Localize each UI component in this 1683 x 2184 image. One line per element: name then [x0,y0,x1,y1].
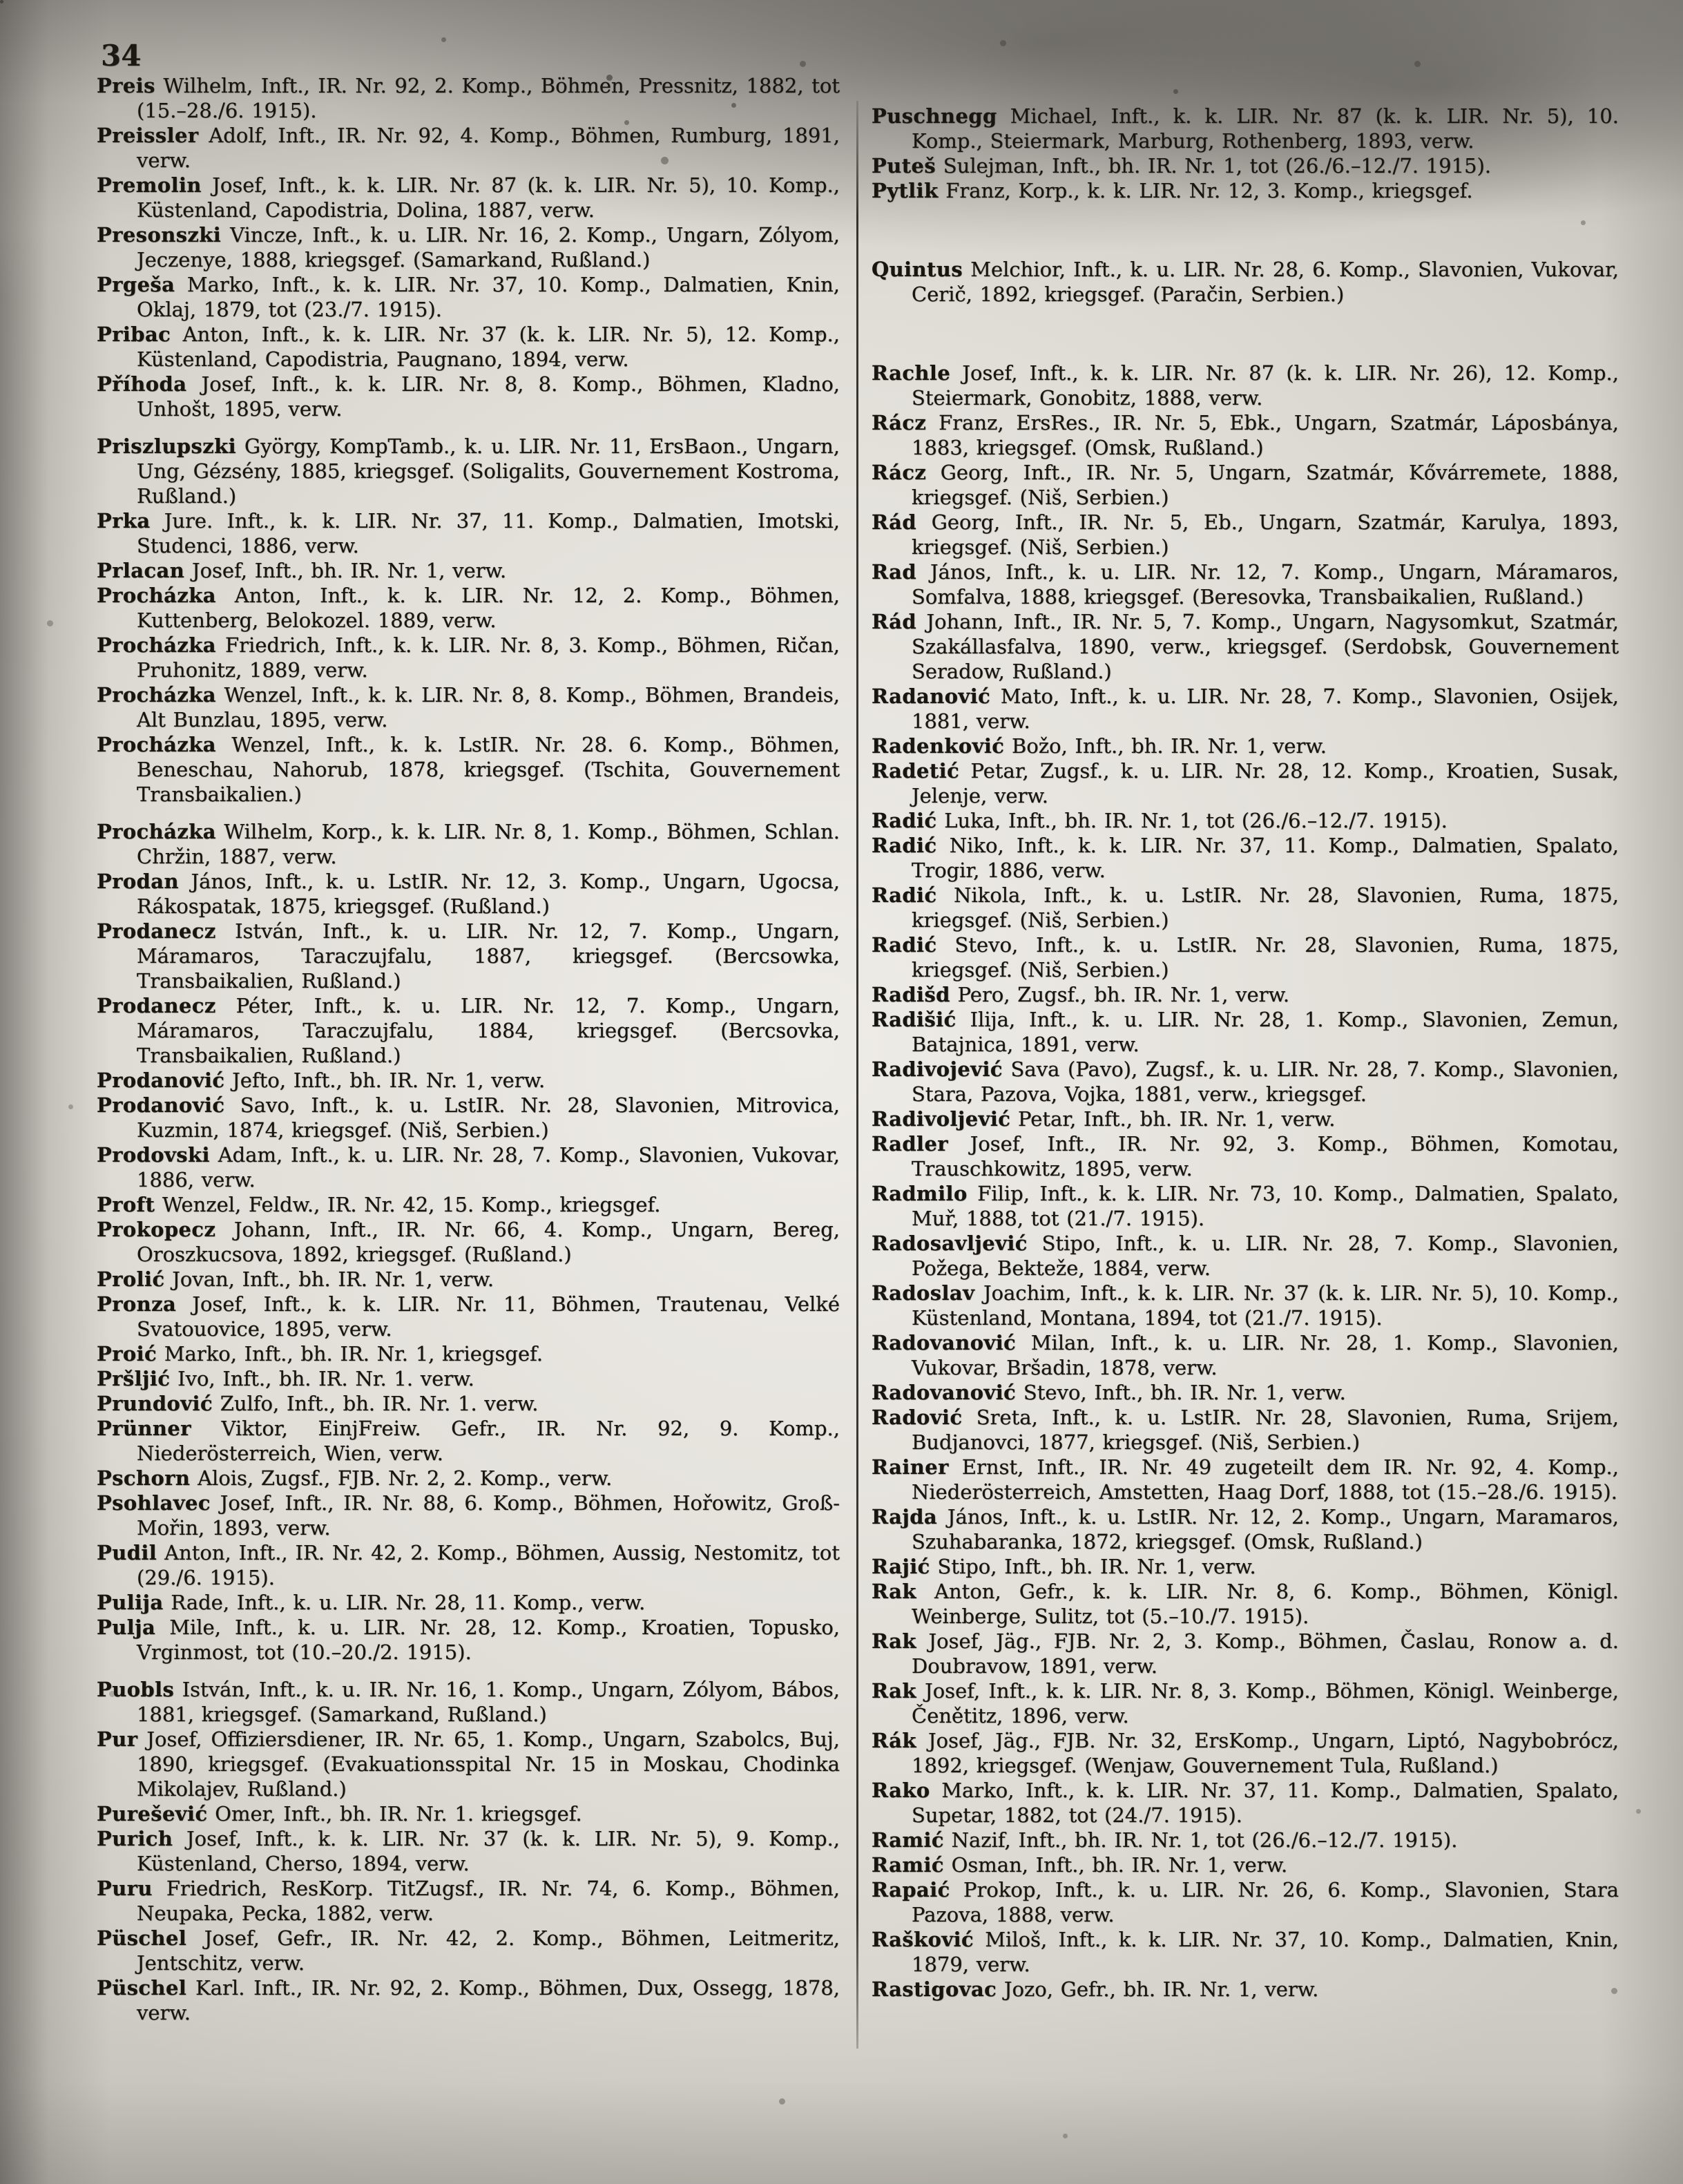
casualty-entry [97,1876,840,1926]
casualty-entry [872,808,1619,833]
entry-surname: Rainer [872,1455,949,1479]
entry-text: Petar, Zugsf., k. u. LIR. Nr. 28, 12. Komp., Kroatien, Susak, Jelenje, verw. [912,759,1619,807]
entry-surname: Rácz [872,461,927,484]
casualty-entry [97,1540,840,1590]
entry-surname: Rád [872,510,917,534]
entry-surname: Rako [872,1779,930,1802]
entry-surname: Prodanović [97,1069,225,1092]
entry-surname: Prolić [97,1267,165,1291]
entry-surname: Prgeša [97,273,175,296]
casualty-entry [872,1977,1619,2002]
entry-text: Stevo, Inft., bh. IR. Nr. 1, verw. [1016,1381,1346,1404]
entry-text: Wilhelm, Inft., IR. Nr. 92, 2. Komp., Böhmen, Pressnitz, 1882, tot (15.–28./6. 1915). [137,74,840,122]
entry-surname: Rad [872,560,917,584]
entry-text: Johann, Inft., IR. Nr. 66, 4. Komp., Ungarn, Bereg, Oroszkucsova, 1892, kriegsgef. (Rußland.) [137,1218,840,1266]
entry-surname: Radišd [872,983,950,1006]
casualty-entry [872,883,1619,932]
casualty-entry [872,460,1619,510]
entry-surname: Radić [872,933,937,957]
casualty-entry [872,1927,1619,1977]
entry-surname: Radosavljević [872,1232,1028,1255]
entry-surname: Rašković [872,1928,974,1951]
casualty-entry [872,361,1619,410]
casualty-entry [97,1926,840,1975]
entry-surname: Rajić [872,1555,930,1578]
casualty-entry [872,1504,1619,1554]
entry-surname: Ramić [872,1828,944,1852]
entry-surname: Radišić [872,1008,956,1031]
entry-surname: Prodanecz [97,919,216,943]
casualty-entry [872,257,1619,307]
entry-surname: Proić [97,1342,157,1366]
casualty-entry [97,819,840,869]
casualty-entry [872,1455,1619,1504]
entry-surname: Prka [97,509,151,533]
entry-text: Josef, Inft., k. k. LIR. Nr. 37 (k. k. LIR. Nr. 5), 9. Komp., Küstenland, Cherso, 1894, verw. [137,1827,840,1875]
entry-text: György, KompTamb., k. u. LIR. Nr. 11, ErsBaon., Ungarn, Ung, Gézsény, 1885, kriegsgef. (Soligalits, Gouvernement Kostroma, Rußland.) [137,434,840,508]
entry-text: Rade, Inft., k. u. LIR. Nr. 28, 11. Komp., verw. [163,1591,646,1614]
entry-surname: Prünner [97,1417,191,1440]
right-column [872,104,1619,2002]
casualty-entry [97,1727,840,1801]
entry-text: István, Inft., k. u. LIR. Nr. 12, 7. Komp., Ungarn, Máramaros, Taraczujfalu, 1887, kriegsgef. (Bercsowka, Transbaikalien, Rußland.) [137,919,840,993]
entry-surname: Püschel [97,1926,187,1950]
entry-text: Osman, Inft., bh. IR. Nr. 1, verw. [943,1853,1288,1877]
entry-text: Stipo, Inft., k. u. LIR. Nr. 28, 7. Komp., Slavonien, Požega, Bekteže, 1884, verw. [912,1232,1619,1280]
entry-text: Franz, Korp., k. k. LIR. Nr. 12, 3. Komp., kriegsgef. [938,179,1473,202]
casualty-entry [872,1728,1619,1778]
entry-text: Miloš, Inft., k. k. LIR. Nr. 37, 10. Komp., Dalmatien, Knin, 1879, verw. [912,1928,1619,1976]
entry-surname: Prodovski [97,1143,210,1167]
casualty-entry [97,583,840,633]
casualty-entry [872,1852,1619,1877]
entry-text: Michael, Inft., k. k. LIR. Nr. 87 (k. k. LIR. Nr. 5), 10. Komp., Steiermark, Marburg, Rothenberg, 1893, verw. [912,104,1619,153]
casualty-entry [872,833,1619,883]
entry-surname: Příhoda [97,372,187,396]
entry-surname: Rachle [872,361,951,385]
casualty-entry [872,982,1619,1007]
casualty-entry [97,633,840,682]
casualty-entry [872,1629,1619,1678]
casualty-entry [872,1131,1619,1181]
casualty-entry [97,1267,840,1292]
casualty-entry [97,1093,840,1142]
casualty-entry [97,222,840,272]
casualty-entry [97,123,840,173]
entry-text: Pero, Zugsf., bh. IR. Nr. 1, verw. [950,983,1290,1006]
entry-surname: Ramić [872,1853,944,1877]
casualty-entry [97,732,840,807]
entry-text: Luka, Inft., bh. IR. Nr. 1, tot (26./6.–12./7. 1915). [936,809,1448,832]
entry-text: István, Inft., k. u. IR. Nr. 16, 1. Komp., Ungarn, Zólyom, Bábos, 1881, kriegsgef. (Samarkand, Rußland.) [137,1678,840,1726]
entry-text: János, Inft., k. u. LstIR. Nr. 12, 2. Komp., Ungarn, Maramaros, Szuhabaranka, 1872, kriegsgef. (Omsk, Rußland.) [912,1505,1619,1553]
casualty-entry [872,104,1619,153]
casualty-entry [872,734,1619,758]
casualty-entry [872,1877,1619,1927]
casualty-entry [872,178,1619,203]
entry-surname: Püschel [97,1976,187,2000]
casualty-entry [872,1181,1619,1231]
entry-surname: Pribac [97,323,171,346]
entry-text: Joachim, Inft., k. k. LIR. Nr. 37 (k. k. LIR. Nr. 5), 10. Komp., Küstenland, Montana, 1894, tot (21./7. 1915). [912,1281,1619,1330]
entry-text: Niko, Inft., k. k. LIR. Nr. 37, 11. Komp., Dalmatien, Spalato, Trogir, 1886, verw. [912,834,1619,882]
entry-text: Josef, Jäg., FJB. Nr. 32, ErsKomp., Ungarn, Liptó, Nagybobrócz, 1892, kriegsgef. (Wenjaw, Gouvernement Tula, Rußland.) [912,1729,1619,1777]
entry-surname: Prundović [97,1392,213,1415]
entry-text: Anton, Inft., IR. Nr. 42, 2. Komp., Böhmen, Aussig, Nestomitz, tot (29./6. 1915). [137,1541,840,1589]
casualty-entry [872,1330,1619,1380]
casualty-entry [872,153,1619,178]
casualty-entry [872,1007,1619,1057]
casualty-entry [872,1579,1619,1629]
entry-text: Josef, Inft., k. k. LIR. Nr. 87 (k. k. LIR. Nr. 5), 10. Komp., Küstenland, Capodistria, Dolina, 1887, verw. [137,173,840,222]
casualty-entry [97,1341,840,1366]
entry-text: Nikola, Inft., k. u. LstIR. Nr. 28, Slavonien, Ruma, 1875, kriegsgef. (Niš, Serbien.) [912,883,1619,932]
entry-text: Josef, Inft., bh. IR. Nr. 1, verw. [184,559,507,582]
casualty-entry [97,1142,840,1192]
casualty-entry [97,1292,840,1341]
entry-text: Mato, Inft., k. u. LIR. Nr. 28, 7. Komp., Slavonien, Osijek, 1881, verw. [912,684,1619,733]
left-column [97,73,840,2025]
entry-text: Josef, Inft., IR. Nr. 92, 3. Komp., Böhmen, Komotau, Trauschkowitz, 1895, verw. [912,1132,1619,1180]
entry-surname: Premolin [97,173,202,197]
entry-surname: Radovanović [872,1331,1017,1354]
entry-text: Savo, Inft., k. u. LstIR. Nr. 28, Slavonien, Mitrovica, Kuzmin, 1874, kriegsgef. (Niš, Serbien.) [137,1093,840,1142]
casualty-entry [872,1057,1619,1107]
entry-surname: Puru [97,1877,153,1900]
entry-text: Zulfo, Inft., bh. IR. Nr. 1. verw. [213,1392,539,1415]
entry-text: Ernst, Inft., IR. Nr. 49 zugeteilt dem IR. Nr. 92, 4. Komp., Niederösterreich, Amstetten, Haag Dorf, 1888, tot (15.–28./6. 1915). [912,1455,1619,1504]
casualty-entry [97,1826,840,1876]
entry-text: Viktor, EinjFreiw. Gefr., IR. Nr. 92, 9. Komp., Niederösterreich, Wien, verw. [137,1417,840,1465]
entry-surname: Radetić [872,759,960,783]
entry-text: Josef, Inft., k. k. LIR. Nr. 8, 3. Komp., Böhmen, Königl. Weinberge, Čenětitz, 1896, verw. [912,1679,1619,1727]
entry-surname: Procházka [97,683,216,707]
entry-text: Alois, Zugsf., FJB. Nr. 2, 2. Komp., verw. [190,1466,613,1490]
entry-surname: Radanović [872,684,991,708]
casualty-entry [872,609,1619,684]
entry-text: Sreta, Inft., k. u. LstIR. Nr. 28, Slavonien, Ruma, Srijem, Budjanovci, 1877, kriegsgef. (Niš, Serbien.) [912,1406,1619,1454]
entry-text: Josef, Inft., IR. Nr. 88, 6. Komp., Böhmen, Hořowitz, Groß-Mořin, 1893, verw. [137,1491,840,1540]
casualty-entry [97,1677,840,1727]
entry-text: Sulejman, Inft., bh. IR. Nr. 1, tot (26./6.–12./7. 1915). [936,154,1492,178]
casualty-entry [97,1416,840,1466]
entry-text: Prokop, Inft., k. u. LIR. Nr. 26, 6. Komp., Slavonien, Stara Pazova, 1888, verw. [912,1878,1619,1926]
casualty-entry [872,1107,1619,1131]
entry-surname: Quintus [872,258,963,281]
entry-surname: Rastigovac [872,1977,997,2001]
entry-surname: Radoslav [872,1281,975,1305]
entry-surname: Radović [872,1406,963,1429]
entry-text: Anton, Gefr., k. k. LIR. Nr. 8, 6. Komp., Böhmen, Königl. Weinberge, Sulitz, tot (5.–10./7. 1915). [912,1580,1619,1628]
entry-surname: Puteš [872,154,936,178]
entry-surname: Prodanecz [97,994,216,1017]
casualty-entry [97,1192,840,1217]
entry-text: Wenzel, Inft., k. k. LIR. Nr. 8, 8. Komp., Böhmen, Brandeis, Alt Bunzlau, 1895, verw. [137,683,840,731]
entry-surname: Procházka [97,584,216,607]
casualty-entry [97,508,840,558]
casualty-entry [97,682,840,732]
casualty-entry [872,932,1619,982]
entry-surname: Prodan [97,870,179,893]
entry-text: Ilija, Inft., k. u. LIR. Nr. 28, 1. Komp., Slavonien, Zemun, Batajnica, 1891, verw. [912,1008,1619,1056]
entry-text: Filip, Inft., k. k. LIR. Nr. 73, 10. Komp., Dalmatien, Spalato, Muř, 1888, tot (21./7. 1915). [912,1182,1619,1230]
casualty-entry [97,272,840,322]
entry-surname: Procházka [97,733,216,756]
entry-surname: Pulija [97,1591,164,1614]
entry-surname: Pudil [97,1541,157,1564]
entry-text: Wilhelm, Korp., k. k. LIR. Nr. 8, 1. Komp., Böhmen, Schlan. Chržin, 1887, verw. [137,820,840,868]
entry-text: Adam, Inft., k. u. LIR. Nr. 28, 7. Komp., Slavonien, Vukovar, 1886, verw. [137,1143,840,1191]
casualty-entry [872,1554,1619,1579]
entry-surname: Rácz [872,411,927,434]
entry-text: Jozo, Gefr., bh. IR. Nr. 1, verw. [997,1977,1319,2001]
entry-surname: Priszlupszki [97,434,236,458]
casualty-entry [97,993,840,1068]
entry-surname: Radler [872,1132,948,1156]
entry-text: János, Inft., k. u. LIR. Nr. 12, 7. Komp., Ungarn, Máramaros, Somfalva, 1888, kriegsgef. (Beresovka, Transbaikalien, Rußland.) [912,560,1619,609]
entry-surname: Pytlik [872,179,939,202]
casualty-entry [97,1801,840,1826]
entry-text: Vincze, Inft., k. u. LIR. Nr. 16, 2. Komp., Ungarn, Zólyom, Jeczenye, 1888, kriegsgef. (Samarkand, Rußland.) [137,223,840,271]
entry-text: Péter, Inft., k. u. LIR. Nr. 12, 7. Komp., Ungarn, Máramaros, Taraczujfalu, 1884, kriegsgef. (Bercsovka, Transbaikalien, Rußland.) [137,994,840,1067]
entry-surname: Puschnegg [872,104,997,128]
entry-text: Marko, Inft., bh. IR. Nr. 1, kriegsgef. [157,1342,544,1366]
casualty-entry [97,1217,840,1267]
entry-surname: Radivojević [872,1057,1003,1081]
casualty-entry [872,1380,1619,1405]
entry-surname: Rak [872,1629,916,1653]
casualty-entry [872,1778,1619,1828]
scan-noise-specks [0,0,3,3]
casualty-entry [97,1975,840,2025]
entry-text: Anton, Inft., k. k. LIR. Nr. 12, 2. Komp., Böhmen, Kuttenberg, Belokozel. 1889, verw. [137,584,840,632]
entry-surname: Psohlavec [97,1491,211,1515]
entry-text: Omer, Inft., bh. IR. Nr. 1. kriegsgef. [207,1802,582,1826]
entry-text: Božo, Inft., bh. IR. Nr. 1, verw. [1004,734,1327,758]
casualty-entry [97,372,840,421]
column-divider [856,101,858,2049]
entry-surname: Pronza [97,1292,177,1316]
entry-text: Stevo, Inft., k. u. LstIR. Nr. 28, Slavonien, Ruma, 1875, kriegsgef. (Niš, Serbien.) [912,933,1619,981]
casualty-entry [97,1590,840,1615]
entry-surname: Radić [872,809,937,832]
entry-text: Jovan, Inft., bh. IR. Nr. 1, verw. [164,1267,494,1291]
entry-text: Adolf, Inft., IR. Nr. 92, 4. Komp., Böhmen, Rumburg, 1891, verw. [137,124,840,172]
entry-text: Josef, Inft., k. k. LIR. Nr. 8, 8. Komp., Böhmen, Kladno, Unhošt, 1895, verw. [137,372,840,421]
entry-text: Josef, Jäg., FJB. Nr. 2, 3. Komp., Böhmen, Časlau, Ronow a. d. Doubravow, 1891, verw. [912,1629,1619,1678]
entry-text: Melchior, Inft., k. u. LIR. Nr. 28, 6. Komp., Slavonien, Vukovar, Cerič, 1892, kriegsgef. (Paračin, Serbien.) [912,258,1619,306]
entry-text: Friedrich, Inft., k. k. LIR. Nr. 8, 3. Komp., Böhmen, Ričan, Pruhonitz, 1889, verw. [137,633,840,682]
casualty-entry [872,1405,1619,1455]
entry-surname: Rák [872,1729,916,1752]
entry-surname: Radivoljević [872,1107,1011,1131]
entry-text: Stipo, Inft., bh. IR. Nr. 1, verw. [930,1555,1256,1578]
page-number: 34 [101,39,142,73]
entry-text: Nazif, Inft., bh. IR. Nr. 1, tot (26./6.–12./7. 1915). [943,1828,1458,1852]
entry-surname: Procházka [97,633,216,657]
casualty-entry [97,1391,840,1416]
casualty-entry [872,758,1619,808]
entry-text: Milan, Inft., k. u. LIR. Nr. 28, 1. Komp., Slavonien, Vukovar, Bršadin, 1878, verw. [912,1331,1619,1379]
casualty-entry [97,1366,840,1391]
casualty-entry [872,1678,1619,1728]
entry-text: Georg, Inft., IR. Nr. 5, Eb., Ungarn, Szatmár, Karulya, 1893, kriegsgef. (Niš, Serbien.) [912,510,1619,559]
entry-text: Franz, ErsRes., IR. Nr. 5, Ebk., Ungarn, Szatmár, Láposbánya, 1883, kriegsgef. (Omsk, Rußland.) [912,411,1619,459]
casualty-entry [872,684,1619,734]
entry-text: Jure. Inft., k. k. LIR. Nr. 37, 11. Komp., Dalmatien, Imotski, Studenci, 1886, verw. [137,509,840,557]
casualty-entry [97,173,840,222]
casualty-entry [97,919,840,993]
entry-surname: Prokopecz [97,1218,216,1241]
casualty-entry [97,322,840,372]
entry-surname: Purešević [97,1802,208,1826]
casualty-entry [872,1231,1619,1281]
entry-text: Wenzel, Inft., k. k. LstIR. Nr. 28. 6. Komp., Böhmen, Beneschau, Nahorub, 1878, kriegsgef. (Tschita, Gouvernement Transbaikalien.) [137,733,840,806]
entry-surname: Pršljić [97,1367,171,1390]
entry-surname: Preis [97,74,155,97]
casualty-entry [872,410,1619,460]
entry-text: Georg, Inft., IR. Nr. 5, Ungarn, Szatmár, Kővárremete, 1888, kriegsgef. (Niš, Serbien.) [912,461,1619,509]
entry-text: Ivo, Inft., bh. IR. Nr. 1. verw. [170,1367,474,1390]
entry-text: Friedrich, ResKorp. TitZugsf., IR. Nr. 74, 6. Komp., Böhmen, Neupaka, Pecka, 1882, verw. [137,1877,840,1925]
casualty-entry [97,1068,840,1093]
entry-text: Wenzel, Feldw., IR. Nr. 42, 15. Komp., kriegsgef. [155,1193,661,1216]
casualty-entry [872,510,1619,559]
casualty-entry [97,1615,840,1665]
entry-surname: Rak [872,1580,916,1603]
entry-text: Johann, Inft., IR. Nr. 5, 7. Komp., Ungarn, Nagysomkut, Szatmár, Szakállasfalva, 1890, verw., kriegsgef. (Serdobsk, Gouvernement Seradow, Rußland.) [912,610,1619,683]
entry-surname: Pschorn [97,1466,191,1490]
entry-surname: Rajda [872,1505,938,1529]
casualty-entry [97,558,840,583]
casualty-entry [97,73,840,123]
entry-text: Jefto, Inft., bh. IR. Nr. 1, verw. [224,1069,546,1092]
entry-surname: Pulja [97,1616,156,1639]
entry-text: Marko, Inft., k. k. LIR. Nr. 37, 11. Komp., Dalmatien, Spalato, Supetar, 1882, tot (24./7. 1915). [912,1779,1619,1827]
casualty-entry [872,1281,1619,1330]
entry-text: Petar, Inft., bh. IR. Nr. 1, verw. [1010,1107,1336,1131]
entry-text: Josef, Offiziersdiener, IR. Nr. 65, 1. Komp., Ungarn, Szabolcs, Buj, 1890, kriegsgef. (Evakuationsspital Nr. 15 in Moskau, Chodinka Mikolajev, Rußland.) [137,1727,840,1801]
entry-surname: Prlacan [97,559,185,582]
entry-text: Mile, Inft., k. u. LIR. Nr. 28, 12. Komp., Kroatien, Topusko, Vrginmost, tot (10.–20./2. 1915). [137,1616,840,1664]
entry-surname: Radmilo [872,1182,968,1205]
entry-surname: Purich [97,1827,173,1850]
entry-text: János, Inft., k. u. LstIR. Nr. 12, 3. Komp., Ungarn, Ugocsa, Rákospatak, 1875, kriegsgef. (Rußland.) [137,870,840,918]
casualty-entry [97,1491,840,1540]
entry-surname: Radić [872,883,937,907]
casualty-entry [97,1466,840,1491]
entry-text: Karl. Inft., IR. Nr. 92, 2. Komp., Böhmen, Dux, Ossegg, 1878, verw. [137,1976,840,2024]
entry-surname: Prodanović [97,1093,225,1117]
casualty-entry [97,434,840,508]
entry-surname: Rak [872,1679,916,1703]
entry-surname: Rád [872,610,917,633]
entry-text: Josef, Gefr., IR. Nr. 42, 2. Komp., Böhmen, Leitmeritz, Jentschitz, verw. [137,1926,840,1975]
entry-text: Josef, Inft., k. k. LIR. Nr. 87 (k. k. LIR. Nr. 26), 12. Komp., Steiermark, Gonobitz, 1888, verw. [912,361,1619,410]
casualty-entry [872,559,1619,609]
entry-surname: Radić [872,834,937,857]
entry-text: Sava (Pavo), Zugsf., k. u. LIR. Nr. 28, 7. Komp., Slavonien, Stara, Pazova, Vojka, 1881, verw., kriegsgef. [912,1057,1619,1106]
entry-surname: Presonszki [97,223,222,247]
casualty-entry [97,869,840,919]
entry-surname: Rapaić [872,1878,950,1902]
entry-surname: Puobls [97,1678,175,1701]
entry-surname: Radenković [872,734,1005,758]
entry-text: Josef, Inft., k. k. LIR. Nr. 11, Böhmen, Trautenau, Velké Svatouovice, 1895, verw. [137,1292,840,1341]
casualty-entry [872,1828,1619,1852]
entry-text: Marko, Inft., k. k. LIR. Nr. 37, 10. Komp., Dalmatien, Knin, Oklaj, 1879, tot (23./7. 1915). [137,273,840,321]
entry-text: Anton, Inft., k. k. LIR. Nr. 37 (k. k. LIR. Nr. 5), 12. Komp., Küstenland, Capodistria, Paugnano, 1894, verw. [137,323,840,371]
entry-surname: Radovanović [872,1381,1017,1404]
entry-surname: Proft [97,1193,155,1216]
entry-surname: Procházka [97,820,216,843]
entry-surname: Pur [97,1727,138,1751]
entry-surname: Preissler [97,124,199,147]
